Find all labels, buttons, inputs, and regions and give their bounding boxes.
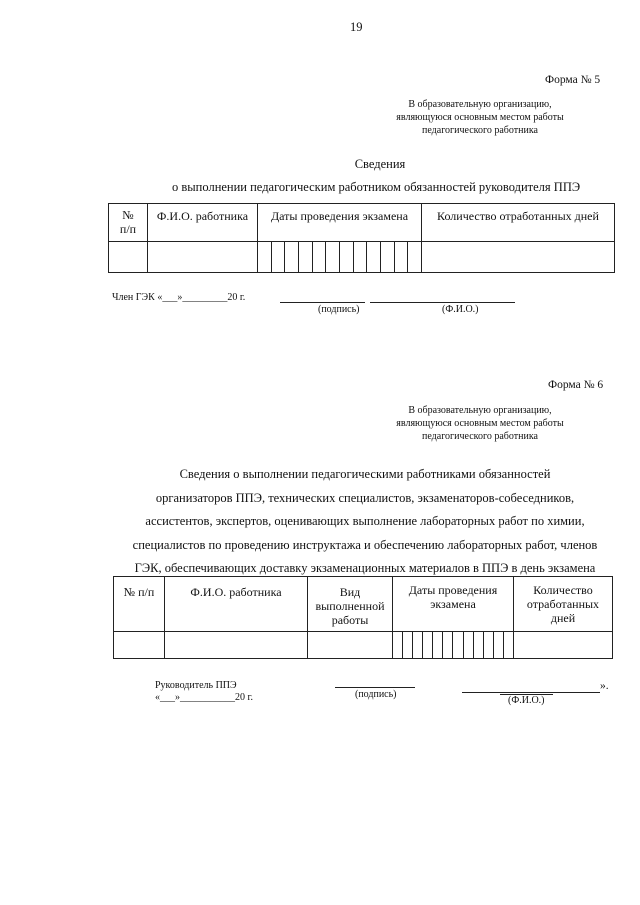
header-cell-days: Количество отработанных дней xyxy=(422,204,615,242)
title-line: организаторов ППЭ, технических специалистов, экзаменаторов-собеседников, xyxy=(155,490,575,505)
header-cell-dates: Даты проведения экзамена xyxy=(258,204,422,242)
form5-table xyxy=(108,203,615,273)
table-header-row xyxy=(109,204,615,242)
fio-field[interactable] xyxy=(370,302,515,303)
table-cell[interactable] xyxy=(114,632,165,659)
fio-caption: (Ф.И.О.) xyxy=(500,694,553,706)
signature-field[interactable] xyxy=(335,687,415,688)
signature-caption: (подпись) xyxy=(318,304,360,315)
table-cell[interactable] xyxy=(308,632,393,659)
fio-caption: (Ф.И.О.) xyxy=(442,304,479,315)
title-line: Сведения о выполнении педагогическими работниками обязанностей xyxy=(179,467,551,481)
table-cell[interactable] xyxy=(165,632,308,659)
form5-title: Сведения xyxy=(354,157,406,171)
header-cell-number: № п/п xyxy=(114,577,165,632)
addressee-line: педагогического работника xyxy=(422,125,538,136)
form6-title xyxy=(100,463,630,581)
table-cell[interactable] xyxy=(148,242,258,273)
addressee-line: педагогического работника xyxy=(422,431,538,442)
form5-subtitle: о выполнении педагогическим работником обязанностей руководителя ППЭ xyxy=(172,180,581,194)
form5-signature-line: Член ГЭК «___»_________20 г. xyxy=(112,292,246,303)
header-cell-fio: Ф.И.О. работника xyxy=(148,204,258,242)
table-cell[interactable] xyxy=(109,242,148,273)
title-line: ассистентов, экспертов, оценивающих выполнение лабораторных работ по химии, xyxy=(145,514,585,528)
page-number: 19 xyxy=(350,20,363,34)
table-header-row xyxy=(114,577,613,632)
addressee-line: являющуюся основным местом работы xyxy=(396,418,564,429)
addressee-line: В образовательную организацию, xyxy=(408,405,552,416)
title-line: ГЭК, обеспечивающих доставку экзаменационных материалов в ППЭ в день экзамена xyxy=(134,561,596,575)
signature-caption: (подпись) xyxy=(355,689,397,700)
header-cell-number: № п/п xyxy=(109,204,148,242)
end-mark: ». xyxy=(600,680,609,692)
form5-addressee xyxy=(370,98,590,137)
addressee-line: В образовательную организацию, xyxy=(408,99,552,110)
signature-field[interactable] xyxy=(280,302,365,303)
form5-label: Форма № 5 xyxy=(545,74,601,86)
dates-cell xyxy=(258,242,422,273)
addressee-line: являющуюся основным местом работы xyxy=(396,112,564,123)
dates-cell xyxy=(393,632,514,659)
form6-table xyxy=(113,576,613,659)
title-line: специалистов по проведению инструктажа и обеспечению лабораторных работ, членов xyxy=(132,537,598,552)
form6-head-label: Руководитель ППЭ xyxy=(155,680,237,691)
table-row xyxy=(114,632,613,659)
table-cell[interactable] xyxy=(422,242,615,273)
header-cell-dates: Даты проведения экзамена xyxy=(393,577,514,632)
header-cell-fio: Ф.И.О. работника xyxy=(165,577,308,632)
form6-addressee xyxy=(370,404,590,443)
form6-label: Форма № 6 xyxy=(548,379,604,391)
form6-date-line: «___»___________20 г. xyxy=(155,692,253,703)
header-cell-work: Вид выполненной работы xyxy=(308,577,393,632)
header-cell-days: Количество отработанных дней xyxy=(514,577,613,632)
fio-field[interactable] xyxy=(462,692,600,693)
table-row xyxy=(109,242,615,273)
table-cell[interactable] xyxy=(514,632,613,659)
